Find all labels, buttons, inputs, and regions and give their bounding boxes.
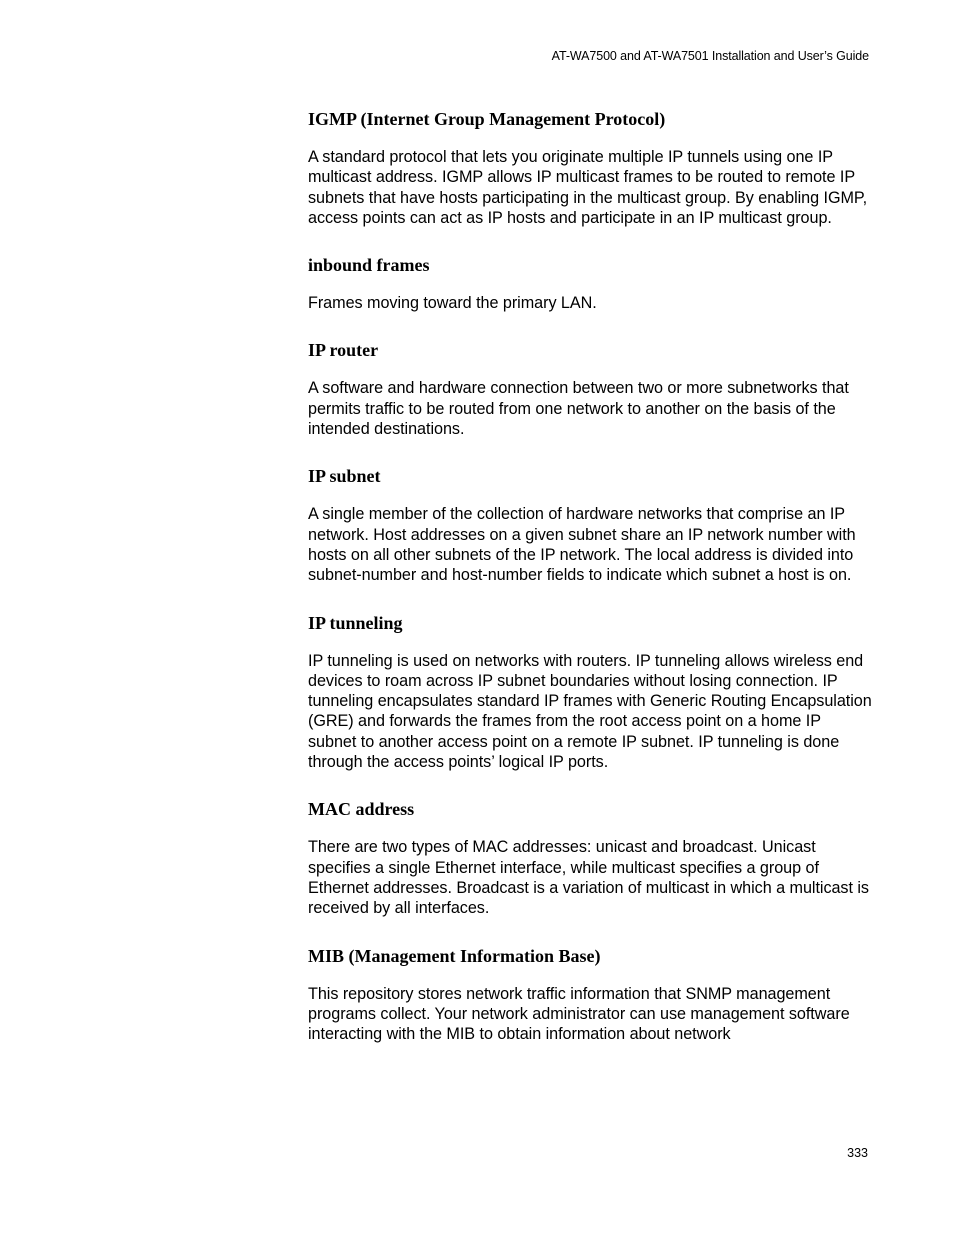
glossary-definition: A software and hardware connection between two or more subnetworks that permits traffic to be routed from one network to another on the basis of the intended destinations. (308, 379, 849, 439)
glossary-term: inbound frames (308, 255, 430, 276)
glossary-entry-inbound-frames (308, 254, 873, 313)
glossary-term: IP router (308, 340, 379, 361)
glossary-term: MIB (Management Information Base) (308, 945, 601, 966)
glossary-entry-ip-router (308, 339, 873, 439)
glossary-term: IP tunneling (308, 612, 403, 633)
glossary-entry-ip-subnet (308, 465, 873, 585)
glossary-term: IGMP (Internet Group Management Protocol) (308, 109, 666, 129)
glossary-definition: IP tunneling is used on networks with routers. IP tunneling allows wireless end devices to roam across IP subnet boundaries without losing connection. IP tunneling encapsulates standard IP frames with Generic Routing Encapsulation (GRE) and forwards the frames from the root access point on a home IP subnet to another access point on a remote IP subnet. IP tunneling is done through the access points’ logical IP ports. (308, 651, 872, 772)
glossary-entry-mib (308, 945, 873, 1045)
glossary-term: MAC address (308, 799, 415, 820)
page-number: 333 (847, 1146, 868, 1160)
glossary-term: IP subnet (308, 466, 381, 487)
glossary-definition: A single member of the collection of hardware networks that comprise an IP network. Host addresses on a given subnet share an IP network number with hosts on all other subnets of the IP network. The local address is divided into subnet-number and host-number fields to indicate which subnet a host is on. (308, 505, 856, 585)
glossary-definition: There are two types of MAC addresses: unicast and broadcast. Unicast specifies a single Ethernet interface, while multicast specifies a group of Ethernet addresses. Broadcast is a variation of multicast in which a multicast is received by all interfaces. (308, 838, 869, 918)
glossary-entry-ip-tunneling (308, 612, 873, 773)
glossary-definition: Frames moving toward the primary LAN. (308, 294, 597, 313)
glossary-entry-mac-address (308, 798, 873, 918)
glossary-entry-igmp (308, 108, 873, 228)
glossary-content (308, 108, 873, 1070)
glossary-definition: A standard protocol that lets you originate multiple IP tunnels using one IP multicast address. IGMP allows IP multicast frames to be routed to remote IP subnets that have hosts participating in the multicast group. By enabling IGMP, access points can act as IP hosts and participate in an IP multicast group. (308, 148, 868, 227)
running-header: AT-WA7500 and AT-WA7501 Installation and User’s Guide (551, 49, 869, 63)
glossary-definition: This repository stores network traffic information that SNMP management programs collect. Your network administrator can use management software interacting with the MIB to obtain information about network (308, 984, 850, 1044)
